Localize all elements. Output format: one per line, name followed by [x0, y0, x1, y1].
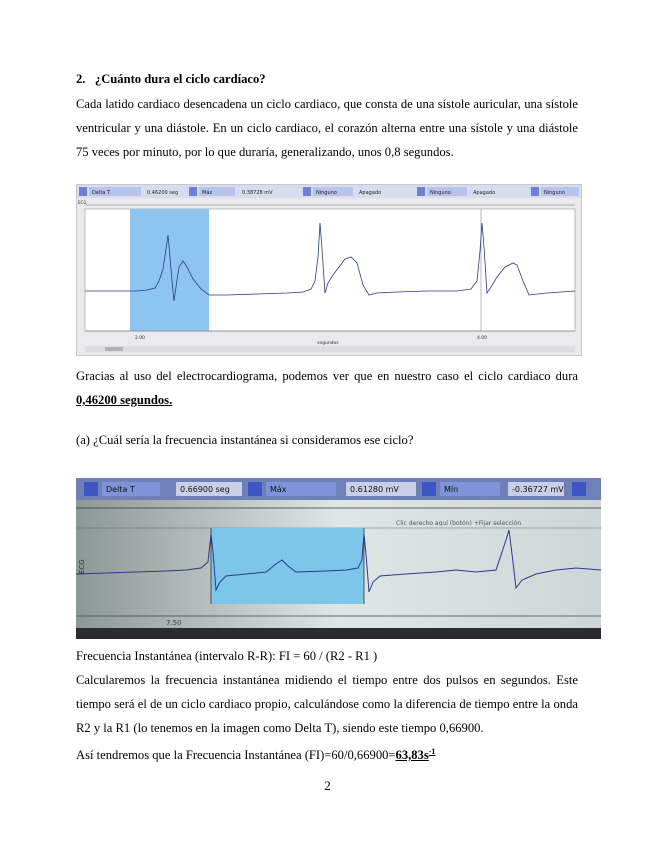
tick-left-1: 2.00 [135, 336, 146, 341]
result-paragraph [76, 364, 578, 412]
channel-box-3 [303, 187, 311, 196]
ecg-screenshot-1 [76, 184, 582, 356]
channel-box-2c [422, 482, 436, 496]
tb2-deltat: Delta T [106, 485, 135, 494]
tb2-min: Mín [444, 485, 459, 494]
channel-box-1 [79, 187, 87, 196]
tb2-max: Máx [270, 485, 287, 494]
selection-region-1 [130, 209, 209, 331]
formula-line: Frecuencia Instantánea (intervalo R-R): FI = 60 / (R2 - R1 ) [76, 649, 378, 663]
tb2-value2: 0.61280 mV [350, 485, 399, 494]
channel-box-2d [572, 482, 586, 496]
tb1-deltat: Delta T [92, 190, 110, 196]
tb1-value2: 0.38728 mV [242, 190, 273, 196]
channel-label-1: ECG [78, 200, 87, 205]
tb1-value1: 0.46200 seg [147, 190, 179, 196]
intro-paragraph: Cada latido cardiaco desencadena un ciclo cardiaco, que consta de una sístole auricular, una sístole ventricular y una diástole. En un ciclo cardiaco, el corazón alterna entre una sístole y una diástole 75 veces por minuto, por lo que duraría, generalizando, unos 0,8 segundos. [76, 97, 578, 159]
tb1-none1: Ninguno [316, 190, 337, 196]
tb1-none2: Ninguno [430, 190, 451, 196]
page-number: 2 [324, 778, 331, 793]
final-text: Así tendremos que la Frecuencia Instantánea (FI)=60/0,66900= [76, 748, 396, 763]
final-line [76, 740, 435, 767]
final-value: 63,83s [395, 748, 429, 763]
tick-left-2: 7.50 [166, 619, 182, 627]
section-number: 2. [76, 72, 86, 86]
tb1-none3: Ninguno [544, 190, 565, 196]
final-exponent: -1 [428, 747, 436, 756]
channel-box-2b [248, 482, 262, 496]
ecg-figure-2 [76, 478, 601, 639]
ecg-figure-1 [77, 185, 581, 355]
scrollbar-thumb-1[interactable] [105, 347, 123, 351]
hint-text-2: Clic derecho aquí (botón) +Fijar selección [396, 520, 522, 527]
channel-box-5 [531, 187, 539, 196]
tick-right-1: 4.00 [477, 336, 488, 341]
channel-label-2: ECG [78, 559, 86, 574]
tb1-off2: Apagado [473, 190, 496, 196]
channel-box-2 [189, 187, 197, 196]
scrollbar-track-1[interactable] [85, 346, 575, 352]
ecg-screenshot-2 [76, 478, 601, 639]
explanation-paragraph: Calcularemos la frecuencia instantánea midiendo el tiempo entre dos pulsos en segundos. Este tiempo será el de un ciclo cardiaco propio, calculándose como la diferencia de tiempo entre la onda R2 y la R1 (lo tenemos en la imagen como Delta T), siendo este tiempo 0,66900. [76, 673, 578, 735]
channel-box-4 [417, 187, 425, 196]
result-value: 0,46200 segundos. [76, 393, 173, 407]
tb2-value3: -0.36727 mV [512, 485, 564, 494]
tb1-max: Máx [202, 190, 213, 196]
result-text: Gracias al uso del electrocardiograma, podemos ver que en nuestro caso el ciclo cardiaco dura [76, 369, 578, 383]
bottom-frame-2 [76, 628, 601, 639]
section-heading [76, 72, 266, 87]
x-label-1: segundos [317, 341, 339, 346]
tb1-off1: Apagado [359, 190, 382, 196]
tb2-value1: 0.66900 seg [180, 485, 230, 494]
channel-box-2a [84, 482, 98, 496]
question-a: (a) ¿Cuál sería la frecuencia instantánea si consideramos ese ciclo? [76, 433, 414, 447]
section-title: ¿Cuánto dura el ciclo cardíaco? [94, 72, 266, 86]
